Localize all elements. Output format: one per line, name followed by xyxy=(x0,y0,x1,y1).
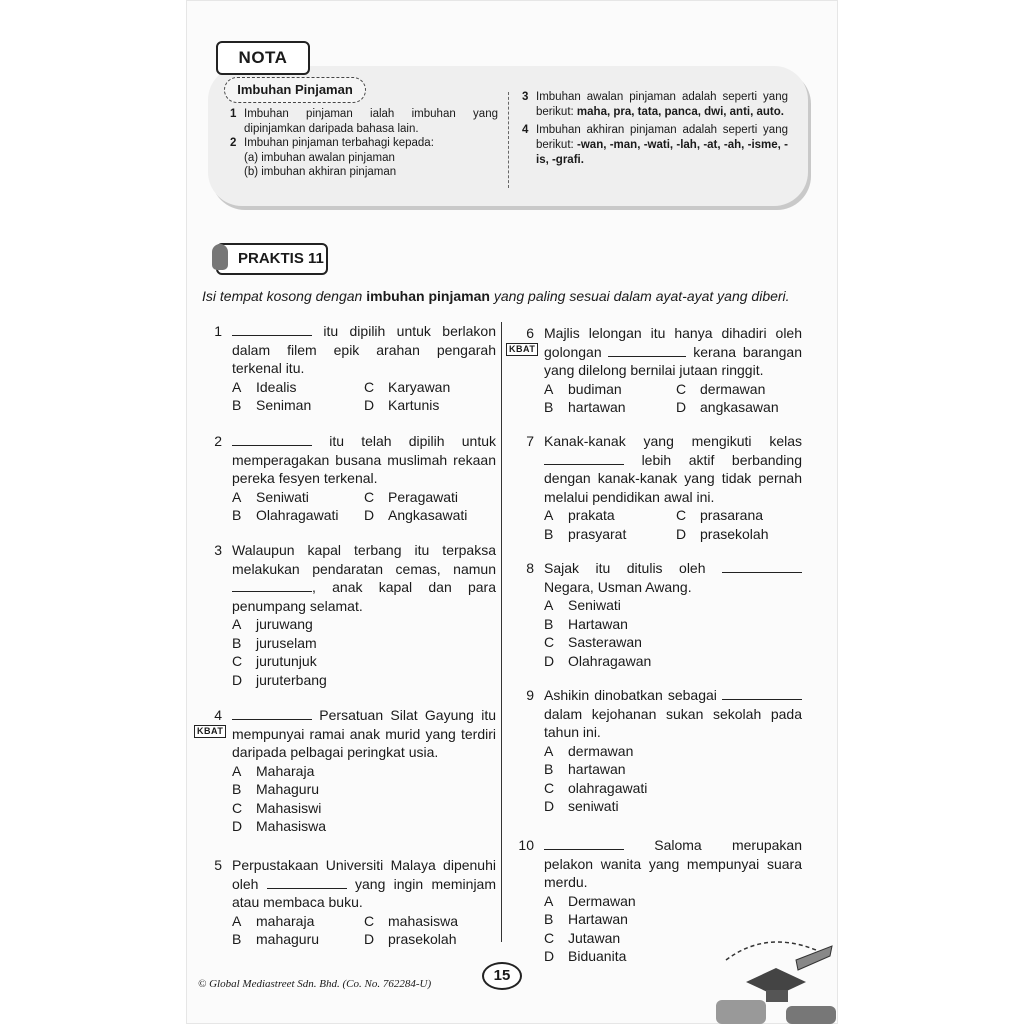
option-b[interactable] xyxy=(232,506,364,525)
option-letter: A xyxy=(232,912,242,929)
option-text: budiman xyxy=(568,380,622,397)
option-list xyxy=(544,380,802,417)
stem-text-after: lebih aktif berbanding dengan kanak-kanak yang tidak pernah melalui pendidikan awal ini. xyxy=(544,451,802,505)
answer-blank[interactable] xyxy=(608,344,686,357)
option-letter: C xyxy=(232,653,243,669)
option-text: hartawan xyxy=(568,399,626,415)
option-d[interactable] xyxy=(544,797,802,816)
question-stem xyxy=(544,432,802,506)
option-letter: B xyxy=(232,781,242,797)
option-text: seniwati xyxy=(568,798,619,814)
option-letter: D xyxy=(232,818,243,834)
option-text: Dermawan xyxy=(568,892,636,909)
option-letter: D xyxy=(544,652,555,669)
option-b[interactable] xyxy=(544,525,676,544)
stem-text-after: , anak kapal dan para penumpang selamat. xyxy=(232,579,496,614)
option-a[interactable] xyxy=(232,762,496,781)
option-letter: C xyxy=(544,779,555,796)
option-text: maharaja xyxy=(256,912,315,929)
nota-right-column xyxy=(522,90,788,171)
question-number: 4 xyxy=(214,707,222,723)
option-text: dermawan xyxy=(700,380,766,397)
answer-blank[interactable] xyxy=(232,579,312,592)
option-letter: D xyxy=(676,399,687,415)
option-text: mahasiswa xyxy=(388,912,459,929)
option-letter: B xyxy=(544,761,554,777)
answer-blank[interactable] xyxy=(544,452,624,465)
answer-blank[interactable] xyxy=(232,707,312,720)
stem-text-after: itu dipilih untuk berlakon dalam filem epik arahan pengarah terkenal itu. xyxy=(232,323,496,376)
option-letter: C xyxy=(544,634,555,650)
stem-text-after: Saloma merupakan pelakon wanita yang mempunyai suara merdu. xyxy=(544,837,803,890)
column-divider xyxy=(501,322,502,942)
option-list xyxy=(232,762,496,836)
answer-blank[interactable] xyxy=(722,687,802,700)
option-text: jurutunjuk xyxy=(256,653,317,669)
question-number: 6 xyxy=(526,325,534,341)
option-a[interactable] xyxy=(544,506,676,525)
option-text: Jutawan xyxy=(568,929,621,946)
option-b[interactable] xyxy=(232,780,496,799)
question-stem xyxy=(232,322,496,378)
lightbulb-icon xyxy=(212,244,228,270)
option-text: dermawan xyxy=(568,742,634,759)
option-b[interactable] xyxy=(232,634,496,653)
option-text: Seniwati xyxy=(256,488,309,505)
nota-point-3: 3 Imbuhan awalan pinjaman adalah seperti yang berikut: maha, pra, tata, panca, dwi, anti, auto. xyxy=(522,91,788,118)
option-list xyxy=(232,488,496,525)
question-number: 10 xyxy=(518,837,534,853)
option-list xyxy=(544,506,802,543)
stem-text-before: Majlis lelongan itu hanya dihadiri oleh golongan xyxy=(544,325,802,360)
nota-sub-b: (b) imbuhan akhiran pinjaman xyxy=(244,166,397,178)
option-list xyxy=(232,378,496,415)
option-text: prakata xyxy=(568,507,615,523)
option-text: Olahragawan xyxy=(568,652,652,669)
option-list xyxy=(544,596,802,670)
option-text: Mahasiswa xyxy=(256,818,327,834)
nota-left-column xyxy=(230,107,498,180)
option-text: Hartawan xyxy=(568,911,628,927)
option-text: Karyawan xyxy=(388,378,451,395)
question-number: 1 xyxy=(214,323,222,339)
workbook-page xyxy=(186,0,838,1024)
nota-subtitle: Imbuhan Pinjaman xyxy=(224,77,366,103)
option-text: juruselam xyxy=(256,634,317,651)
option-letter: A xyxy=(544,507,554,523)
option-letter: A xyxy=(232,762,242,779)
instruction: Isi tempat kosong dengan imbuhan pinjaman yang paling sesuai dalam ayat-ayat yang diberi. xyxy=(202,288,790,304)
option-d[interactable] xyxy=(364,506,496,525)
question-number: 7 xyxy=(526,433,534,449)
question-number: 3 xyxy=(214,542,222,558)
option-list xyxy=(544,742,802,816)
option-a[interactable] xyxy=(232,378,364,397)
option-letter: C xyxy=(676,507,687,523)
option-letter: B xyxy=(232,931,242,947)
option-letter: D xyxy=(364,931,375,947)
question-number: 9 xyxy=(526,687,534,703)
nota-divider xyxy=(508,92,509,188)
option-letter: C xyxy=(364,488,375,505)
option-letter: B xyxy=(544,615,554,632)
question-3 xyxy=(200,541,496,689)
option-letter: B xyxy=(232,507,242,523)
option-text: hartawan xyxy=(568,761,626,777)
option-letter: C xyxy=(544,929,555,946)
option-list xyxy=(232,615,496,689)
stem-text-after: kerana barangan yang dilelong bernilai jutaan ringgit. xyxy=(544,343,802,378)
option-letter: B xyxy=(544,399,554,415)
option-d[interactable] xyxy=(676,525,808,544)
option-d[interactable] xyxy=(232,671,496,690)
option-letter: A xyxy=(544,380,554,397)
option-letter: A xyxy=(232,378,242,395)
option-c[interactable] xyxy=(364,912,496,931)
answer-blank[interactable] xyxy=(544,837,624,850)
option-letter: C xyxy=(364,912,375,929)
copyright: © Global Mediastreet Sdn. Bhd. (Co. No. 762284-U) xyxy=(198,978,432,990)
option-text: prasekolah xyxy=(700,525,769,542)
option-a[interactable] xyxy=(544,380,676,399)
option-text: Kartunis xyxy=(388,397,440,413)
option-b[interactable] xyxy=(544,760,802,779)
question-6 xyxy=(509,324,802,417)
option-text: Hartawan xyxy=(568,615,628,632)
option-a[interactable] xyxy=(544,742,802,761)
option-text: juruterbang xyxy=(256,671,327,688)
option-text: prasekolah xyxy=(388,931,457,947)
option-text: Maharaja xyxy=(256,762,315,779)
nota-point-1: 1 Imbuhan pinjaman ialah imbuhan yang dipinjamkan daripada bahasa lain. xyxy=(230,108,498,135)
question-number: 2 xyxy=(214,433,222,449)
decoration-icon xyxy=(706,920,838,1024)
option-d[interactable] xyxy=(544,652,802,671)
option-c[interactable] xyxy=(544,779,802,798)
stem-text-before: Kanak-kanak yang mengikuti kelas xyxy=(544,433,802,449)
question-5 xyxy=(200,856,496,949)
option-letter: D xyxy=(544,798,555,814)
option-d[interactable] xyxy=(364,396,496,415)
nota-point-4: 4 Imbuhan akhiran pinjaman adalah seperti yang berikut: -wan, -man, -wati, -lah, -at, -ah, -isme, -is, -grafi. xyxy=(522,124,789,166)
option-b[interactable] xyxy=(544,615,802,634)
option-letter: A xyxy=(232,616,242,632)
question-2 xyxy=(200,432,496,525)
option-letter: D xyxy=(364,507,375,523)
option-d[interactable] xyxy=(232,817,496,836)
option-letter: D xyxy=(232,671,243,688)
option-letter: D xyxy=(364,397,375,413)
answer-blank[interactable] xyxy=(722,560,802,573)
option-c[interactable] xyxy=(676,506,808,525)
option-letter: D xyxy=(676,525,687,542)
option-text: Seniwati xyxy=(568,597,621,613)
option-c[interactable] xyxy=(364,488,496,507)
option-letter: B xyxy=(544,525,554,542)
option-text: Idealis xyxy=(256,378,297,395)
stem-text-before: Perpustakaan Universiti Malaya dipenuhi oleh xyxy=(232,857,496,892)
option-text: angkasawan xyxy=(700,399,779,415)
option-d[interactable] xyxy=(364,930,496,949)
option-a[interactable] xyxy=(544,596,802,615)
option-a[interactable] xyxy=(232,488,364,507)
option-text: prasyarat xyxy=(568,525,627,542)
option-a[interactable] xyxy=(544,892,802,911)
question-8 xyxy=(512,559,802,670)
option-text: Peragawati xyxy=(388,488,459,505)
option-letter: D xyxy=(544,948,555,964)
option-c[interactable] xyxy=(364,378,496,397)
question-4 xyxy=(197,706,496,836)
option-letter: C xyxy=(232,799,243,816)
option-text: Angkasawati xyxy=(388,507,468,523)
option-text: juruwang xyxy=(256,616,313,632)
answer-blank[interactable] xyxy=(267,876,347,889)
question-stem xyxy=(232,856,496,912)
question-stem xyxy=(544,559,802,596)
question-7 xyxy=(512,432,802,543)
question-1 xyxy=(200,322,496,415)
stem-text-after: itu telah dipilih untuk memperagakan busana muslimah rekaan pereka fesyen terkenal. xyxy=(232,433,496,486)
question-stem xyxy=(544,324,802,380)
option-letter: B xyxy=(232,634,242,651)
answer-blank[interactable] xyxy=(232,323,312,336)
kbat-badge: KBAT xyxy=(506,343,538,356)
stem-text-after: yang ingin meminjam atau membaca buku. xyxy=(232,875,497,910)
option-c[interactable] xyxy=(544,633,802,652)
stem-text-after: Persatuan Silat Gayung itu mempunyai ramai anak murid yang terdiri daripada pelbagai peringkat usia. xyxy=(232,707,496,760)
nota-title: NOTA xyxy=(216,41,310,75)
option-d[interactable] xyxy=(676,398,808,417)
option-text: Mahasiswi xyxy=(256,799,322,816)
option-text: prasarana xyxy=(700,507,764,523)
question-stem xyxy=(544,686,802,742)
praktis-label: PRAKTIS 11 xyxy=(216,243,328,275)
option-a[interactable] xyxy=(232,615,496,634)
option-text: olahragawati xyxy=(568,779,648,796)
option-list xyxy=(232,912,496,949)
option-text: Mahaguru xyxy=(256,781,320,797)
question-stem xyxy=(232,432,496,488)
option-letter: B xyxy=(544,911,554,927)
option-letter: A xyxy=(544,597,554,613)
question-stem xyxy=(544,836,802,892)
stem-text-before: Sajak itu ditulis oleh xyxy=(544,560,706,576)
question-number: 8 xyxy=(526,560,534,576)
nota-sub-a: (a) imbuhan awalan pinjaman xyxy=(244,151,395,164)
question-stem xyxy=(232,541,496,615)
option-letter: B xyxy=(232,397,242,413)
option-letter: A xyxy=(544,742,554,759)
option-text: Olahragawati xyxy=(256,507,339,523)
option-letter: C xyxy=(364,378,375,395)
question-9 xyxy=(512,686,802,816)
option-c[interactable] xyxy=(232,799,496,818)
option-c[interactable] xyxy=(232,652,496,671)
stem-text-before: Walaupun kapal terbang itu terpaksa melakukan pendaratan cemas, namun xyxy=(232,542,496,577)
option-letter: A xyxy=(544,892,554,909)
option-b[interactable] xyxy=(232,396,364,415)
option-text: mahaguru xyxy=(256,931,320,947)
option-letter: A xyxy=(232,488,242,505)
question-stem xyxy=(232,706,496,762)
stem-text-after: dalam kejohanan sukan sekolah pada tahun ini. xyxy=(544,705,802,740)
option-letter: C xyxy=(676,380,687,397)
option-b[interactable] xyxy=(544,398,676,417)
question-number: 5 xyxy=(214,857,222,873)
stem-text-before: Ashikin dinobatkan sebagai xyxy=(544,687,717,703)
option-text: Sasterawan xyxy=(568,634,642,650)
option-a[interactable] xyxy=(232,912,364,931)
option-c[interactable] xyxy=(676,380,808,399)
page-number: 15 xyxy=(482,962,522,990)
option-text: Biduanita xyxy=(568,948,627,964)
kbat-badge: KBAT xyxy=(194,725,226,738)
option-text: Seniman xyxy=(256,397,312,413)
answer-blank[interactable] xyxy=(232,433,312,446)
option-b[interactable] xyxy=(232,930,364,949)
nota-point-2: 2 Imbuhan pinjaman terbahagi kepada: xyxy=(230,137,434,149)
stem-text-after: Negara, Usman Awang. xyxy=(544,578,692,595)
